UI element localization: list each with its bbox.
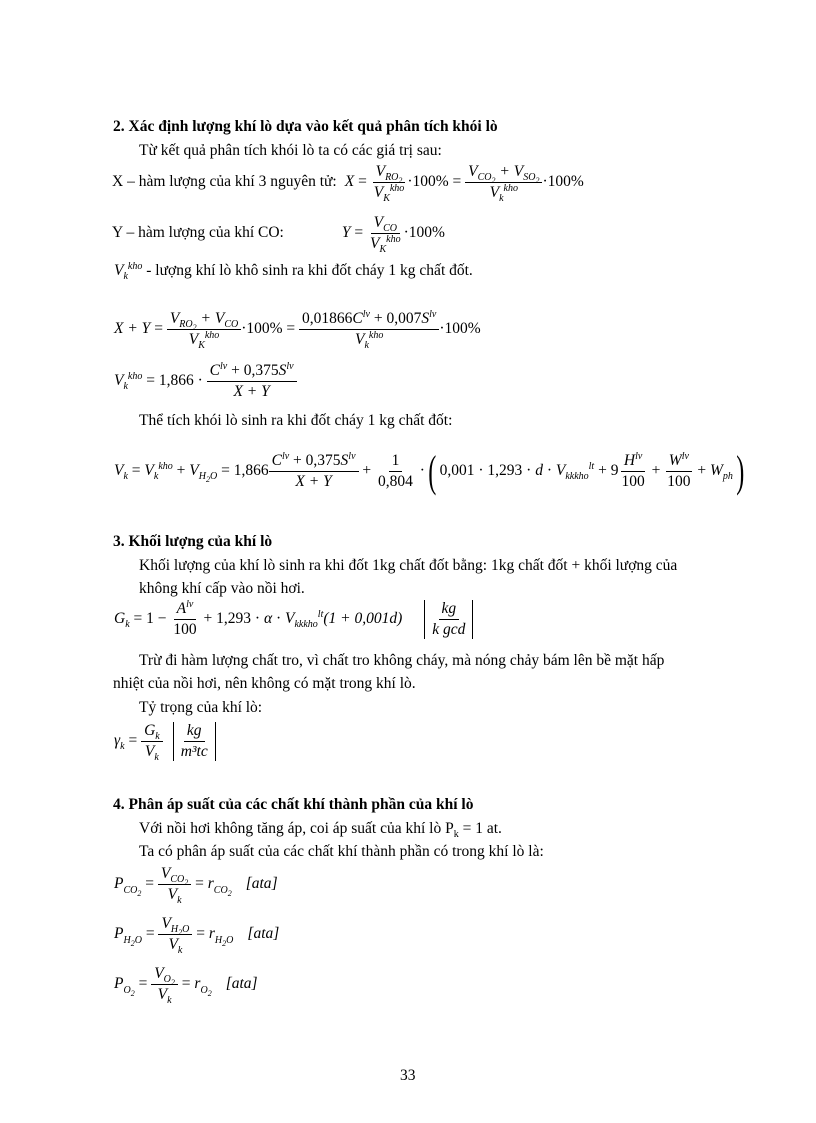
formula-gamma: $\gamma_k$ = $G_k$ $V_k$ kg m³tc (114, 722, 216, 761)
section2-heading: 2. Xác định lượng khí lò dựa vào kết quả phân tích khói lò (113, 118, 498, 135)
formula-ph2o: $P_{H_2O}$ = $V_{H_2O}$ $V_k$ = $r_{H_2O}$ [ata] (114, 915, 280, 957)
volume-intro: Thể tích khói lò sinh ra khi đốt cháy 1 kg chất đốt: (139, 412, 453, 429)
section3-text5: Tỷ trọng của khí lò: (139, 699, 263, 716)
formula-po2: $P_{O_2}$ = $V_{O_2}$ $V_k$ = $r_{O_2}$ [ata] (114, 965, 258, 1007)
section4-text1: Với nồi hơi không tăng áp, coi áp suất của khí lò $P_k = 1$ at. (139, 820, 502, 841)
formula-pco2: $P_{CO_2}$ = $V_{CO_2}$ $V_k$ = $r_{CO_2}$ [ata] (114, 865, 278, 907)
formula-y: Y – hàm lượng của khí CO: Y = $V_{CO}$ $V_K^{kho}$ ·100% (112, 214, 445, 255)
section3-text2: không khí cấp vào nồi hơi. (139, 580, 305, 597)
formula-vk-kho: $V_k^{kho}$ = 1,866 · $C^{lv} + 0,375S^{lv}$ X + Y (114, 362, 297, 401)
section3-text3: Trừ đi hàm lượng chất tro, vì chất tro không cháy, mà nóng chảy bám lên bề mặt hấp (139, 652, 665, 669)
x-label: X – hàm lượng của khí 3 nguyên tử: (112, 173, 337, 191)
section4-heading: 4. Phân áp suất của các chất khí thành phần của khí lò (113, 796, 474, 813)
y-label: Y – hàm lượng của khí CO: (112, 224, 284, 242)
formula-vk-total: $V_k$ = $V_k^{kho}$ + $V_{H_2O}$ = 1,866 $C^{lv} + 0,375S^{lv}$ X + Y + 1 0,804 · ( 0,001 · 1,293 · d · $V_{kkkho}^{lt}$ + 9 $H^{lv}$ 100 + $W^{lv}$ 100 + $W_{ph}$ ) (114, 446, 745, 496)
section2-intro: Từ kết quả phân tích khói lò ta có các giá trị sau: (139, 142, 442, 159)
section4-text2: Ta có phân áp suất của các chất khí thành phần có trong khí lò là: (139, 843, 544, 860)
section3-text4: nhiệt của nồi hơi, nên không có mặt trong khí lò. (113, 675, 416, 692)
section3-text1: Khối lượng của khí lò sinh ra khi đốt 1kg chất đốt bằng: 1kg chất đốt + khối lượng của (139, 557, 678, 574)
page-number: 33 (400, 1067, 416, 1084)
section3-heading: 3. Khối lượng của khí lò (113, 533, 273, 550)
formula-x: X – hàm lượng của khí 3 nguyên tử: X = $V_{RO_2}$ $V_K^{kho}$ ·100% = $V_{CO_2} + V_{SO_2}$ $V_k^{kho}$ ·100% (112, 163, 584, 205)
vk-definition: $V_k^{kho}$ - lượng khí lò khô sinh ra khi đốt cháy 1 kg chất đốt. (114, 260, 473, 283)
formula-xy: X + Y = $V_{RO_2} + V_{CO}$ $V_K^{kho}$ ·100% = $0,01866C^{lv} + 0,007S^{lv}$ $V_k^{kho}$ ·100% (114, 308, 481, 352)
formula-gk: $G_k$ = 1 − $A^{lv}$ 100 + 1,293 · α · $V_{kkkho}^{lt}$ (1 + 0,001d) kg k gcd (114, 600, 473, 639)
